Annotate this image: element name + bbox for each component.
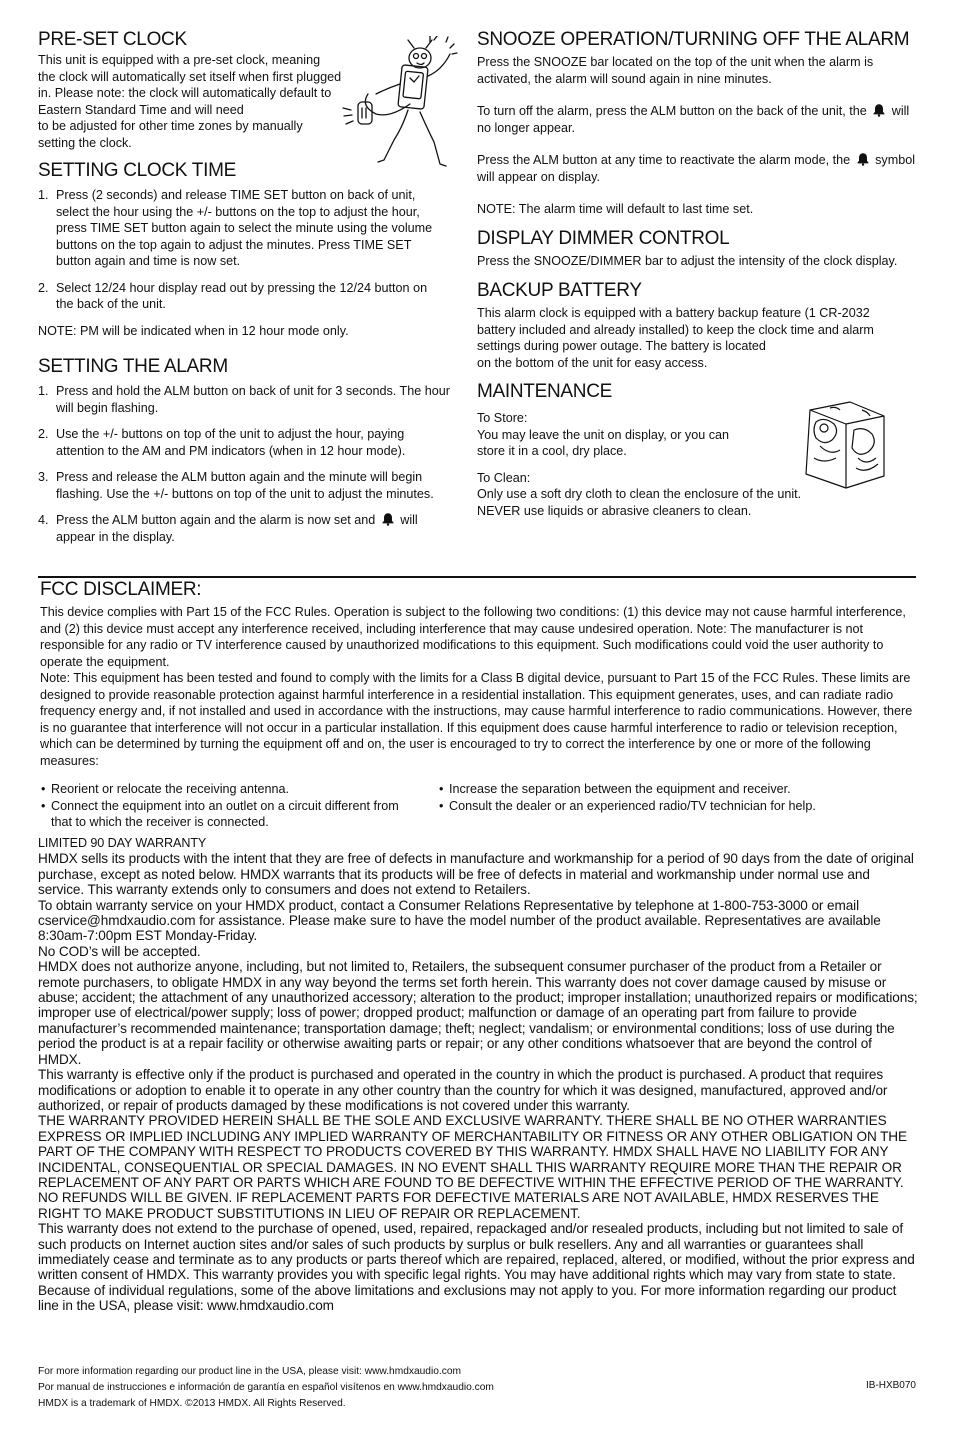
warranty-paragraph: This warranty is effective only if the product is purchased and operated in the country in which the product is purchased. A product that requires modifications or adoption to enable it to operate in any other country than the country for which it was designed, manufactured, approved and/or authorized, or repair of products damaged by these modifications is not covered under this warranty. [38,1067,888,1113]
step-number: 1. [38,384,49,398]
battery-heading: BACKUP BATTERY [477,280,642,301]
setting-clock-time-section [38,159,452,339]
store-line: You may leave the unit on display, or you can [477,427,730,442]
clean-line: Only use a soft dry cloth to clean the enclosure of the unit. [477,487,802,501]
footer-line: For more information regarding our product line in the USA, please visit: www.hmdxaudio.com [38,1366,461,1377]
snooze-p2-text: To turn off the alarm, press the ALM button on the back of the unit, the [477,104,867,118]
fcc-measures-right [438,781,908,831]
clock-note: NOTE: PM will be indicated when in 12 hour mode only. [38,323,349,338]
list-item [38,512,452,545]
warranty-paragraph: To obtain warranty service on your HMDX product, contact a Consumer Relations Representative by telephone at 1-800-753-3000 or email cservice@hmdxaudio.com for assistance. Please make sure to have the model number of the product available. Representatives are available 8:30am-7:00pm EST Monday-Friday. [38,897,881,944]
warranty-paragraph: NO REFUNDS WILL BE GIVEN. IF REPLACEMENT PARTS FOR DEFECTIVE MATERIALS ARE NOT AVAILABLE, HMDX RESERVES THE RIGHT TO MAKE PRODUCT SUBSTITUTIONS IN LIEU OF REPAIR OR REPLACEMENT. [38,1190,879,1221]
model-number: IB-HXB070 [865,1380,916,1391]
product-box-illustration [800,398,890,492]
clean-label: To Clean: [477,470,531,485]
snooze-p3 [477,152,917,185]
fcc-measures-left [40,781,438,831]
step-text: Use the +/- buttons on top of the unit to adjust the hour, paying attention to the AM and PM indicators (when in 12 hour mode). [56,427,406,458]
list-item [38,187,442,270]
preset-clock-line: in. Please note: the clock will automatically default to [38,86,332,100]
preset-clock-line: to be adjusted for other time zones by manually [38,119,303,133]
snooze-p2-text: will no longer appear. [477,104,910,135]
step-number: 1. [38,188,49,202]
fcc-p2: Note: This equipment has been tested and found to comply with the limits for a Class B digital device, pursuant to Part 15 of the FCC Rules. These limits are designed to provide reasonable protection against harmful interference in a residential installation. This equipment generates, uses, and can radiate radio frequency energy and, if not installed and used in accordance with the instructions, may cause harmful interference to radio communications. However, there is no guarantee that interference will not occur in a particular installation. If this equipment does cause harmful interference to radio or television reception, which can be determined by turning the equipment off and on, the user is encouraged to try to correct the interference by one or more of the following measures: [40,671,913,768]
warranty-paragraph: THE WARRANTY PROVIDED HEREIN SHALL BE THE SOLE AND EXCLUSIVE WARRANTY. THERE SHALL BE NO OTHER WARRANTIES EXPRESS OR IMPLIED INCLUDING ANY IMPLIED WARRANTY OF MERCHANTABILITY OR FITNESS OR ANY OTHER OBLIGATION ON THE PART OF THE COMPANY WITH RESPECT TO PRODUCTS COVERED BY THIS WARRANTY. HMDX SHALL HAVE NO LIABILITY FOR ANY INCIDENTAL, CONSEQUENTIAL OR SPECIAL DAMAGES. IN NO EVENT SHALL THIS WARRANTY REQUIRE MORE THAN THE REPAIR OR REPLACEMENT OF ANY PART OR PARTS WHICH ARE FOUND TO BE DEFECTIVE WITHIN THE EFFECTIVE PERIOD OF THE WARRANTY. [38,1113,907,1190]
step-number: 2. [38,427,49,441]
snooze-p1: Press the SNOOZE bar located on the top of the unit when the alarm is activated, the alarm will sound again in nine minutes. [477,55,874,86]
dimmer-text: Press the SNOOZE/DIMMER bar to adjust the intensity of the clock display. [477,253,898,268]
footer [38,1364,918,1413]
battery-text [477,305,917,371]
fcc-measures [40,781,916,831]
dimmer-heading: DISPLAY DIMMER CONTROL [477,227,730,249]
step-text: Press and release the ALM button again and the minute will begin flashing. Use the +/- buttons on top of the unit to adjust the minutes. [56,470,434,501]
list-item [38,469,452,502]
step-text: Press (2 seconds) and release TIME SET button on back of unit, select the hour using the +/- buttons on the top to adjust the hour, press TIME SET button again to select the minute using the volume buttons on the top again to adjust the minutes. Press TIME SET button again and time is now set. [56,188,433,268]
preset-clock-line: the clock will automatically set itself when first plugged [38,69,342,84]
preset-clock-line: This unit is equipped with a pre-set clock, meaning [38,53,321,67]
fcc-heading: FCC DISCLAIMER: [40,579,202,600]
step-text: Select 12/24 hour display read out by pressing the 12/24 button on the back of the unit. [56,280,428,311]
warranty-paragraph: No COD’s will be accepted. [38,943,201,959]
step-text: will appear in the display. [56,513,418,544]
step-number: 2. [38,280,49,295]
step-text: Press and hold the ALM button on back of unit for 3 seconds. The hour will begin flashing. [56,384,450,415]
preset-clock-line: setting the clock. [38,135,132,150]
setting-alarm-section [38,355,452,545]
fcc-p1: This device complies with Part 15 of the FCC Rules. Operation is subject to the following two conditions: (1) this device may not cause harmful interference, and (2) this device must accept any interference received, including interference that may cause undesired operation. Note: The manufacturer is not responsible for any radio or TV interference caused by unauthorized modifications to this equipment. Such modifications could void the user authority to operate the equipment. [40,605,906,669]
list-item [38,280,442,313]
bell-icon [856,152,870,166]
bell-icon [381,512,395,526]
list-item: • Reorient or relocate the receiving antenna. [40,781,438,798]
snooze-p3-text: Press the ALM button at any time to reactivate the alarm mode, the [477,153,851,167]
clean-line: NEVER use liquids or abrasive cleaners to clean. [477,503,752,518]
preset-clock-heading: PRE-SET CLOCK [38,29,187,50]
snooze-note: NOTE: The alarm time will default to last time set. [477,202,754,216]
list-item [38,383,452,416]
alarm-steps-list [38,383,452,545]
footer-line: HMDX is a trademark of HMDX. ©2013 HMDX. All Rights Reserved. [38,1398,346,1410]
setting-clock-time-heading: SETTING CLOCK TIME [38,160,236,181]
clock-steps-list [38,187,452,313]
bell-icon [872,103,886,117]
dimmer-section [477,227,917,270]
preset-clock-line: Eastern Standard Time and will need [38,102,244,117]
list-item: • Consult the dealer or an experienced radio/TV technician for help. [438,798,908,815]
step-text: Press the ALM button again and the alarm is now set and [56,513,376,527]
step-number: 4. [38,513,49,527]
warranty-paragraph: HMDX does not authorize anyone, including, but not limited to, Retailers, the subsequent consumer purchaser of the product from a Retailer or remote purchasers, to obligate HMDX in any way beyond the terms set forth herein. This warranty does not cover damage caused by misuse or abuse; accident; the attachment of any unauthorized accessory; alteration to the product; improper installation; unauthorized repairs or modifications; improper use of electrical/power supply; loss of power; dropped product; malfunction or damage of an operating part from failure to provide manufacturer’s recommended maintenance; transportation damage; theft; neglect; vandalism; or environmental conditions; loss of use during the period the product is at a repair facility or otherwise awaiting parts or repair; or any other conditions whatsoever that are beyond the control of HMDX. [38,959,918,1067]
snooze-section [477,28,917,218]
battery-line: settings during power outage. The battery is located [477,339,766,353]
step-number: 3. [38,470,49,484]
dancing-clock-illustration [338,36,458,178]
battery-line: This alarm clock is equipped with a battery backup feature (1 CR-2032 [477,306,870,320]
snooze-p3-text: symbol will appear on display. [477,153,915,184]
warranty-section [38,836,918,1314]
list-item [38,426,452,459]
setting-alarm-heading: SETTING THE ALARM [38,356,228,377]
warranty-paragraph: This warranty does not extend to the purchase of opened, used, repaired, repackaged and/or resealed products, including but not limited to sale of such products on Internet auction sites and/or sales of such products by surplus or bulk resellers. Any and all warranties or guarantees shall immediately cease and terminate as to any products or parts thereof which are repaired, replaced, altered, or modified, without the prior express and written consent of HMDX. This warranty provides you with specific legal rights. You may have additional rights which may vary from state to state. Because of individual regulations, some of the above limitations and exclusions may not apply to you. For more information regarding our product line in the USA, please visit: www.hmdxaudio.com [38,1221,915,1314]
battery-line: battery included and already installed) to keep the clock time and alarm [477,322,874,337]
store-line: store it in a cool, dry place. [477,444,627,458]
list-item: • Increase the separation between the equipment and receiver. [438,781,908,798]
warranty-paragraph: HMDX sells its products with the intent that they are free of defects in manufacture and workmanship for a period of 90 days from the date of original purchase, except as noted below. HMDX warrants that its products will be free of defects in material and workmanship under normal use and service. This warranty extends only to consumers and does not extend to Retailers. [38,851,914,898]
store-label: To Store: [477,411,528,425]
footer-line: Por manual de instrucciones e información de garantía en español visítenos en www.hmdxaudio.com [38,1382,494,1394]
warranty-title: LIMITED 90 DAY WARRANTY [38,836,207,850]
snooze-heading: SNOOZE OPERATION/TURNING OFF THE ALARM [477,29,910,50]
snooze-p2 [477,103,917,136]
list-item: • Connect the equipment into an outlet on a circuit different from that to which the receiver is connected. [40,798,438,831]
battery-line: on the bottom of the unit for easy access. [477,355,708,370]
battery-section [477,279,917,371]
maintenance-heading: MAINTENANCE [477,381,612,402]
fcc-section [40,578,916,831]
